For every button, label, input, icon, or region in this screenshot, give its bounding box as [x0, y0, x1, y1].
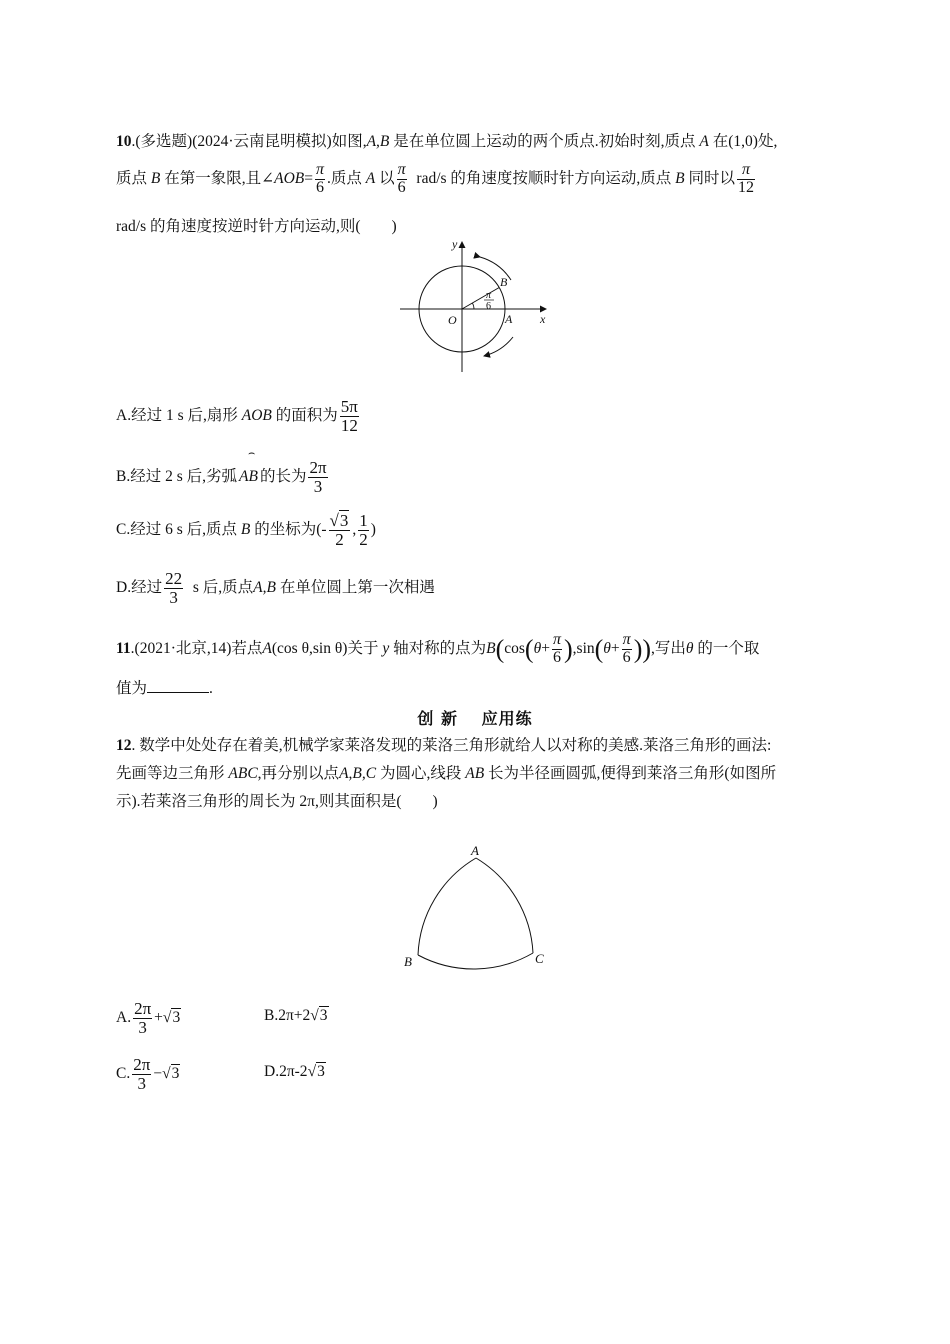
fraction-pi-6 — [622, 632, 632, 667]
q12-text: . 数学中处处存在着美,机械学家莱洛发现的莱洛三角形就给人以对称的美感.莱洛三角形的画法: — [131, 737, 772, 754]
q11-sin: sin — [576, 639, 595, 657]
option-ab: A,B — [253, 578, 276, 596]
q11-plus: + — [610, 639, 620, 657]
q10-a: A — [699, 133, 709, 150]
label-o: O — [448, 313, 457, 327]
frac-num: π — [397, 161, 406, 178]
option-text: 在单位圆上第一次相遇 — [279, 578, 435, 596]
paren-close: ) — [633, 634, 643, 664]
q12-option-b[interactable] — [264, 1006, 329, 1026]
q12-option-a[interactable] — [116, 1000, 181, 1037]
frac-num: 2π — [309, 458, 327, 478]
arc-label: AB — [239, 468, 258, 485]
paren-close: ) — [642, 634, 652, 664]
frac-num: π — [622, 631, 631, 648]
sqrt-symbol: √ — [307, 1063, 317, 1080]
fraction-pi-6 — [397, 162, 407, 197]
frac-num: π — [737, 162, 755, 180]
frac-num: 22 — [165, 569, 183, 588]
q12-text: 长为半径画圆弧,便得到莱洛三角形(如图所 — [488, 765, 777, 782]
sqrt-radicand: 3 — [339, 511, 349, 530]
q11-theta: θ — [603, 639, 611, 657]
q12-option-c[interactable] — [116, 1056, 180, 1093]
paren-open: ( — [524, 634, 534, 664]
q10-option-a[interactable] — [116, 398, 361, 435]
arc-symbol: ⌢ — [248, 447, 256, 459]
sqrt-symbol: √ — [162, 1008, 172, 1026]
q10-aob: AOB — [274, 169, 305, 187]
section-title: 创 新 应用练 — [417, 709, 533, 728]
fraction-pi-6 — [315, 162, 325, 197]
q11-number: 11 — [116, 639, 131, 657]
q12-text: 先画等边三角形 — [116, 765, 225, 782]
q10-text: .质点 — [327, 169, 362, 187]
q11-a: A — [262, 639, 272, 657]
q12-line2 — [116, 764, 776, 784]
frac-den: 12 — [340, 415, 358, 435]
q12-ab: AB — [465, 765, 485, 782]
label-c: C — [535, 951, 544, 966]
option-text: C.经过 6 s 后,质点 — [116, 520, 237, 538]
q12-line3: 示).若莱洛三角形的周长为 2π,则其面积是( ) — [116, 793, 438, 810]
label-y: y — [452, 237, 458, 251]
reuleaux-arc-ac — [476, 858, 533, 953]
q10-text: 如图, — [331, 133, 367, 150]
unit-circle-figure — [398, 238, 558, 378]
fraction-2pi-3 — [308, 459, 327, 496]
sqrt-radicand: 3 — [171, 1064, 180, 1082]
q10-line3: rad/s 的角速度按逆时针方向运动,则( ) — [116, 218, 397, 235]
q11-text: ,写出 — [651, 639, 686, 657]
option-text: A.经过 1 s 后,扇形 — [116, 406, 238, 424]
frac-num: π — [316, 161, 325, 178]
q10-line1 — [116, 132, 777, 152]
q10-option-c[interactable]: C.经过 6 s 后,质点 B 的坐标为(- $\frac{√3}{2}$ , $\frac{1}{2}$ ) — [116, 511, 376, 549]
q10-b: B — [675, 169, 685, 187]
q11-text: 轴对称的点为 — [393, 639, 487, 657]
reuleaux-arc-ab — [418, 858, 476, 955]
option-label: D.2π-2 — [264, 1063, 308, 1080]
q10-tag: .(多选题)(2024·云南昆明模拟) — [131, 133, 332, 150]
q11-b: B — [486, 639, 496, 657]
fraction-pi-12 — [737, 162, 755, 197]
paren-close: ) — [563, 634, 573, 664]
label-a: A — [471, 843, 479, 858]
option-label: C. — [116, 1064, 131, 1082]
option-text: 的面积为 — [275, 406, 338, 424]
q10-text: rad/s 的角速度按顺时针方向运动,质点 — [416, 169, 672, 187]
fraction-22-3 — [164, 570, 183, 607]
frac-den: 6 — [397, 178, 406, 196]
frac-den: 6 — [552, 648, 561, 666]
fraction-2pi-3 — [133, 1000, 152, 1037]
frac-num: 5π — [340, 397, 358, 416]
frac-den: 3 — [138, 1017, 147, 1037]
option-aob: AOB — [241, 406, 272, 424]
q12-pts: A,B,C — [339, 765, 377, 782]
q12-text: ,再分别以点 — [257, 765, 340, 782]
frac-num: π — [552, 631, 561, 648]
q11-text: 的一个取 — [697, 639, 760, 657]
cw-arrow-arc — [484, 337, 513, 356]
option-text: D.经过 — [116, 578, 163, 596]
q11-y: y — [382, 639, 390, 657]
sqrt-radicand: 3 — [172, 1008, 181, 1026]
frac-den: 3 — [169, 587, 178, 607]
sqrt-radicand: 3 — [319, 1007, 328, 1024]
option-label: B.2π+2 — [264, 1007, 311, 1024]
option-text: B.经过 2 s 后,劣弧 — [116, 468, 237, 485]
arc-ab — [239, 447, 258, 487]
q11-text: 值为 — [116, 680, 148, 697]
frac-den: 12 — [738, 178, 755, 196]
ray-ob — [462, 288, 499, 310]
option-op: − — [153, 1064, 163, 1082]
q11-theta: θ — [685, 639, 694, 657]
q11-line2 — [116, 678, 213, 699]
q11-coord: (cos θ,sin θ) — [271, 639, 348, 657]
q11-end: . — [209, 680, 213, 697]
label-pi: π — [486, 290, 492, 301]
frac-den: 6 — [316, 178, 324, 196]
option-text: 的坐标为(- — [254, 520, 327, 538]
fraction-pi-6 — [552, 632, 562, 667]
q10-text: 以 — [379, 169, 395, 187]
label-b: B — [500, 275, 508, 289]
q11-line1: 11.(2021·北京,14)若点A(cos θ,sin θ)关于 y 轴对称的点为B(cos(θ+ $\frac{\pi}{6}$ ),sin(θ+ $\frac{\pi}{6}$ )),写出θ 的一个取 — [116, 631, 760, 666]
option-op: + — [154, 1008, 163, 1026]
paren-open: ( — [594, 634, 604, 664]
q10-eq: = — [304, 169, 313, 187]
option-text: s 后,质点 — [192, 578, 254, 596]
q10-text: 同时以 — [688, 169, 736, 187]
reuleaux-triangle-figure — [400, 838, 560, 978]
q10-text: 是在单位圆上运动的两个质点.初始时刻,质点 — [393, 133, 696, 150]
q10-line2 — [116, 162, 757, 197]
option-label: A. — [116, 1008, 132, 1026]
fraction-sqrt3-2 — [329, 512, 351, 549]
angle-mark — [472, 303, 474, 309]
label-x: x — [540, 312, 546, 326]
q11-text: 关于 — [347, 639, 379, 657]
sqrt-symbol: √ — [310, 1007, 319, 1024]
q10-option-d[interactable] — [116, 570, 435, 607]
q11-theta: θ — [533, 639, 542, 657]
q11-cos: cos — [504, 639, 525, 657]
sqrt-symbol: √ — [162, 1064, 171, 1082]
fraction-5pi-12 — [340, 398, 359, 435]
q11-tag: .(2021·北京,14)若点 — [130, 639, 263, 657]
q11-plus: + — [541, 639, 550, 657]
q12-option-d[interactable] — [264, 1062, 326, 1082]
label-a: A — [505, 312, 513, 326]
q10-text: 在(1,0)处, — [712, 133, 778, 150]
frac-den: 6 — [622, 648, 631, 666]
frac-den: 2 — [335, 529, 344, 549]
frac-num: 2π — [134, 999, 152, 1018]
fraction-2pi-3 — [132, 1056, 151, 1093]
paren-open: ( — [495, 634, 505, 664]
q10-ab: A,B — [366, 133, 390, 150]
label-six: 6 — [486, 301, 491, 312]
fraction-1-2 — [358, 512, 369, 549]
q12-text: 为圆心,线段 — [379, 765, 462, 782]
frac-num: 2π — [133, 1055, 151, 1074]
reuleaux-arc-bc — [418, 953, 533, 969]
q10-text: 质点 — [116, 169, 148, 187]
q12-number: 12 — [116, 737, 132, 754]
q10-text: 在第一象限,且∠ — [164, 169, 275, 187]
frac-den: 3 — [313, 476, 323, 496]
answer-blank[interactable] — [147, 678, 209, 693]
q12-abc: ABC — [228, 765, 258, 782]
q10-number: 10 — [116, 133, 132, 150]
frac-num: 1 — [359, 511, 368, 530]
option-text: 的长为 — [259, 468, 307, 485]
q10-option-b[interactable] — [116, 447, 330, 496]
sqrt-radicand: 3 — [317, 1063, 325, 1080]
frac-den: 3 — [137, 1073, 147, 1093]
sqrt-symbol: √ — [329, 511, 339, 530]
frac-den: 2 — [359, 529, 368, 549]
q10-a: A — [365, 169, 376, 187]
label-b: B — [404, 954, 412, 969]
q12-line1 — [116, 736, 771, 756]
q10-b: B — [150, 169, 161, 187]
option-b: B — [240, 520, 251, 538]
